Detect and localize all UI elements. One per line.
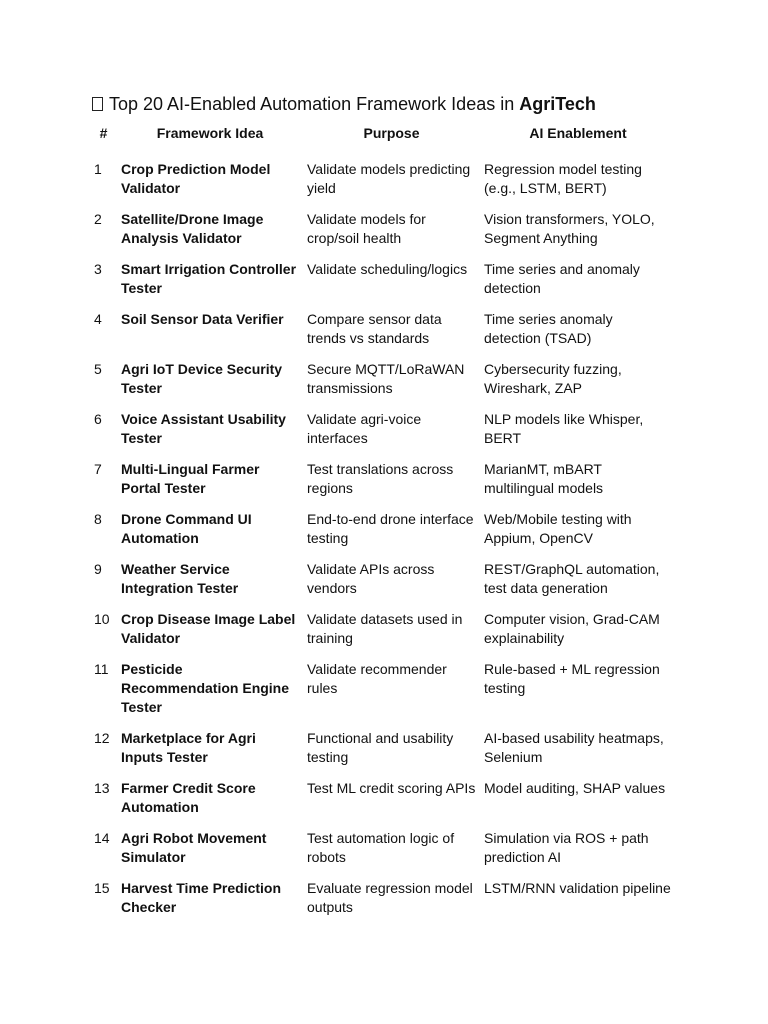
purpose-cell: Secure MQTT/LoRaWAN transmissions — [307, 361, 465, 396]
ai-enablement-cell: NLP models like Whisper, BERT — [484, 411, 644, 446]
header-framework-idea: Framework Idea — [156, 125, 264, 141]
ai-enablement-cell: Model auditing, SHAP values — [484, 780, 666, 796]
table-row — [90, 660, 676, 729]
framework-idea-cell: Smart Irrigation Controller Tester — [121, 261, 297, 296]
document-icon — [92, 97, 103, 111]
purpose-cell: Validate scheduling/logics — [307, 261, 468, 277]
framework-idea-cell: Marketplace for Agri Inputs Tester — [121, 730, 256, 765]
row-number-cell: 3 — [94, 261, 102, 277]
table-row — [90, 729, 676, 779]
purpose-cell: Validate models predicting yield — [307, 161, 471, 196]
table-row — [90, 779, 676, 829]
title-emphasis: AgriTech — [519, 94, 596, 114]
ai-enablement-cell: MarianMT, mBART multilingual models — [484, 461, 604, 496]
frameworks-table — [90, 122, 676, 929]
row-number-cell: 14 — [94, 830, 110, 846]
page-title — [92, 92, 596, 116]
purpose-cell: Evaluate regression model outputs — [307, 880, 473, 915]
header-number: # — [99, 125, 108, 141]
ai-enablement-cell: Time series and anomaly detection — [484, 261, 640, 296]
row-number-cell: 1 — [94, 161, 102, 177]
purpose-cell: Test automation logic of robots — [307, 830, 455, 865]
framework-idea-cell: Drone Command UI Automation — [121, 511, 252, 546]
framework-idea-cell: Crop Prediction Model Validator — [121, 161, 271, 196]
row-number-cell: 2 — [94, 211, 102, 227]
framework-idea-cell: Soil Sensor Data Verifier — [121, 311, 284, 327]
purpose-cell: Test translations across regions — [307, 461, 454, 496]
table-row — [90, 260, 676, 310]
ai-enablement-cell: Simulation via ROS + path prediction AI — [484, 830, 649, 865]
framework-idea-cell: Weather Service Integration Tester — [121, 561, 239, 596]
purpose-cell: Validate agri-voice interfaces — [307, 411, 422, 446]
table-row — [90, 310, 676, 360]
framework-idea-cell: Agri IoT Device Security Tester — [121, 361, 283, 396]
purpose-cell: End-to-end drone interface testing — [307, 511, 474, 546]
framework-idea-cell: Harvest Time Prediction Checker — [121, 880, 282, 915]
title-prefix: Top 20 AI-Enabled Automation Framework Ideas in — [109, 94, 520, 114]
purpose-cell: Validate models for crop/soil health — [307, 211, 426, 246]
row-number-cell: 8 — [94, 511, 102, 527]
table-row — [90, 829, 676, 879]
ai-enablement-cell: AI-based usability heatmaps, Selenium — [484, 730, 664, 765]
row-number-cell: 11 — [94, 661, 109, 677]
row-number-cell: 13 — [94, 780, 110, 796]
row-number-cell: 4 — [94, 311, 102, 327]
table-row — [90, 879, 676, 929]
ai-enablement-cell: Regression model testing (e.g., LSTM, BERT) — [484, 161, 642, 196]
table-header-row — [90, 122, 676, 160]
row-number-cell: 6 — [94, 411, 102, 427]
table-row — [90, 460, 676, 510]
row-number-cell: 9 — [94, 561, 102, 577]
table-row — [90, 560, 676, 610]
framework-idea-cell: Pesticide Recommendation Engine Tester — [121, 661, 290, 715]
framework-idea-cell: Agri Robot Movement Simulator — [121, 830, 267, 865]
table-row — [90, 210, 676, 260]
purpose-cell: Validate datasets used in training — [307, 611, 463, 646]
purpose-cell: Validate recommender rules — [307, 661, 447, 696]
framework-idea-cell: Crop Disease Image Label Validator — [121, 611, 296, 646]
purpose-cell: Functional and usability testing — [307, 730, 454, 765]
ai-enablement-cell: LSTM/RNN validation pipeline — [484, 880, 671, 896]
table-row — [90, 510, 676, 560]
row-number-cell: 5 — [94, 361, 102, 377]
ai-enablement-cell: Time series anomaly detection (TSAD) — [484, 311, 613, 346]
ai-enablement-cell: Cybersecurity fuzzing, Wireshark, ZAP — [484, 361, 622, 396]
purpose-cell: Compare sensor data trends vs standards — [307, 311, 442, 346]
ai-enablement-cell: Computer vision, Grad-CAM explainability — [484, 611, 660, 646]
table-body — [90, 160, 676, 929]
table-row — [90, 410, 676, 460]
ai-enablement-cell: REST/GraphQL automation, test data generation — [484, 561, 660, 596]
table-row — [90, 160, 676, 210]
row-number-cell: 10 — [94, 611, 110, 627]
ai-enablement-cell: Rule-based + ML regression testing — [484, 661, 660, 696]
header-purpose: Purpose — [363, 125, 420, 141]
header-ai-enablement: AI Enablement — [529, 125, 627, 141]
table-row — [90, 610, 676, 660]
ai-enablement-cell: Vision transformers, YOLO, Segment Anything — [484, 211, 655, 246]
row-number-cell: 7 — [94, 461, 102, 477]
framework-idea-cell: Satellite/Drone Image Analysis Validator — [121, 211, 264, 246]
row-number-cell: 12 — [94, 730, 110, 746]
row-number-cell: 15 — [94, 880, 110, 896]
framework-idea-cell: Multi-Lingual Farmer Portal Tester — [121, 461, 260, 496]
purpose-cell: Test ML credit scoring APIs — [307, 780, 476, 796]
framework-idea-cell: Farmer Credit Score Automation — [121, 780, 256, 815]
ai-enablement-cell: Web/Mobile testing with Appium, OpenCV — [484, 511, 632, 546]
table-row — [90, 360, 676, 410]
framework-idea-cell: Voice Assistant Usability Tester — [121, 411, 286, 446]
purpose-cell: Validate APIs across vendors — [307, 561, 435, 596]
